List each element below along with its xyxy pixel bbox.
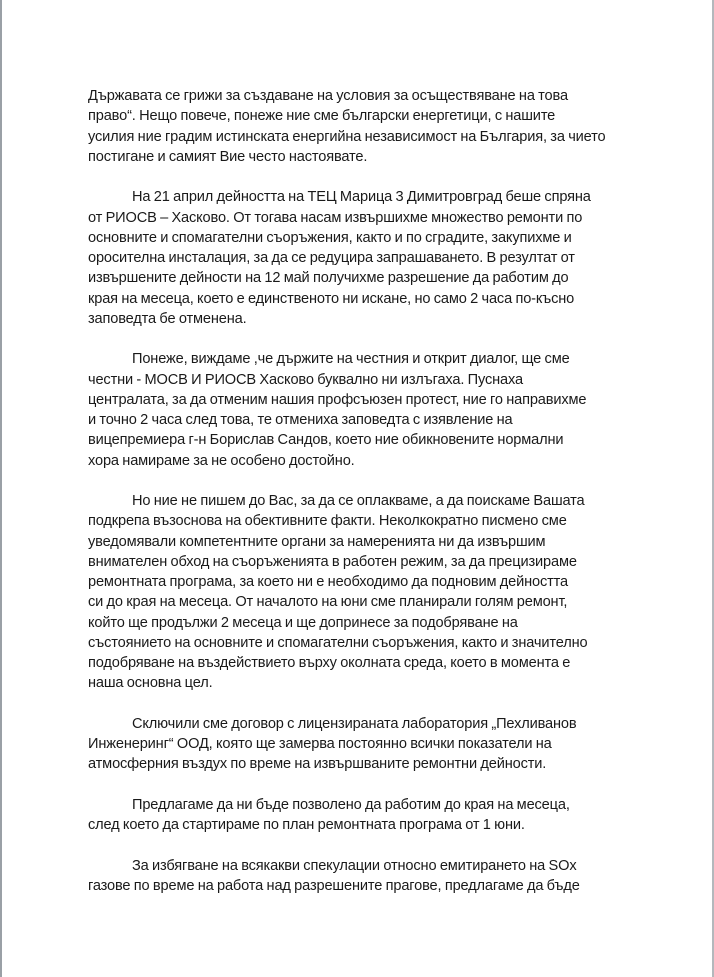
text-line: усилия ние градим истинската енергийна независимост на България, за чието <box>88 128 606 145</box>
text-line: газове по време на работа над разрешените прагове, предлагаме да бъде <box>88 877 580 894</box>
text-line: Понеже, виждаме ,че държите на честния и открит диалог, ще сме <box>132 351 570 368</box>
text-line: постигане и самият Вие често настоявате. <box>88 148 368 165</box>
paragraph-2 <box>88 187 648 329</box>
paragraph-7 <box>88 856 648 897</box>
text-line: основните и спомагателни съоръжения, както и по сградите, закупихме и <box>88 229 572 246</box>
text-line: състоянието на основните и спомагателни съоръжения, както и значително <box>88 634 588 651</box>
text-line: уведомявали компетентните органи за намеренията ни да извършим <box>88 533 546 550</box>
text-line: Инженеринг“ ООД, която ще замерва постоянно всички показатели на <box>88 736 552 752</box>
text-line: централата, за да отменим нашия профсъюзен протест, ние го направихме <box>88 391 587 408</box>
text-line: честни - МОСВ И РИОСВ Хасково буквално ни излъгаха. Пуснаха <box>88 371 523 388</box>
text-line: подкрепа възоснова на обективните факти. Неколкократно писмено сме <box>88 513 567 530</box>
text-line: от РИОСВ – Хасково. От тогава насам извършихме множество ремонти по <box>88 209 583 226</box>
text-line: ремонтната програма, за което ни е необходимо да подновим дейността <box>88 574 568 590</box>
document-body <box>88 86 648 916</box>
text-line: края на месеца, което е единственото ни искане, но само 2 часа по-късно <box>88 290 575 307</box>
text-line: право“. Нещо повече, понеже ние сме български енергетици, с нашите <box>88 108 556 125</box>
text-line: Предлагаме да ни бъде позволено да работим до края на месеца, <box>132 796 570 813</box>
text-line: вицепремиера г-н Борислав Сандов, което ние обикновените нормални <box>88 432 564 449</box>
text-line: внимателен обход на съоръженията в работен режим, за да прецизираме <box>88 553 577 570</box>
text-line: подобряване на въздействието върху околната среда, което в момента е <box>88 655 571 671</box>
text-line: извършените дейности на 12 май получихме разрешение да работим до <box>88 270 569 287</box>
text-line: оросителна инсталация, за да се редуцира запрашаването. В резултат от <box>88 250 575 266</box>
text-line: Държавата се грижи за създаване на условия за осъществяване на това <box>88 88 568 104</box>
paragraph-6 <box>88 795 648 836</box>
text-line: Но ние не пишем до Вас, за да се оплакваме, а да поискаме Вашата <box>132 493 585 509</box>
text-line: след което да стартираме по план ремонтната програма от 1 юни. <box>88 817 525 833</box>
text-line: На 21 април дейността на ТЕЦ Марица 3 Димитровград беше спряна <box>132 189 591 206</box>
text-line: заповедта бе отменена. <box>88 310 247 327</box>
paragraph-3 <box>88 349 648 471</box>
text-line: който ще продължи 2 месеца и ще допринесе за подобряване на <box>88 614 518 631</box>
text-line: хора намираме за не особено достойно. <box>88 452 355 469</box>
paragraph-5 <box>88 714 648 775</box>
text-line: атмосферния въздух по време на извършваните ремонтни дейности. <box>88 756 547 773</box>
text-line: За избягване на всякакви спекулации относно емитирането на SOx <box>132 857 577 874</box>
text-line: си до края на месеца. От началото на юни сме планирали голям ремонт, <box>88 594 568 611</box>
text-line: Сключили сме договор с лицензираната лаборатория „Пехливанов <box>132 715 577 732</box>
text-line: наша основна цел. <box>88 675 213 692</box>
paragraph-4 <box>88 491 648 694</box>
paragraph-1 <box>88 86 648 167</box>
text-line: и точно 2 часа след това, те отмениха заповедта с изявление на <box>88 412 513 428</box>
